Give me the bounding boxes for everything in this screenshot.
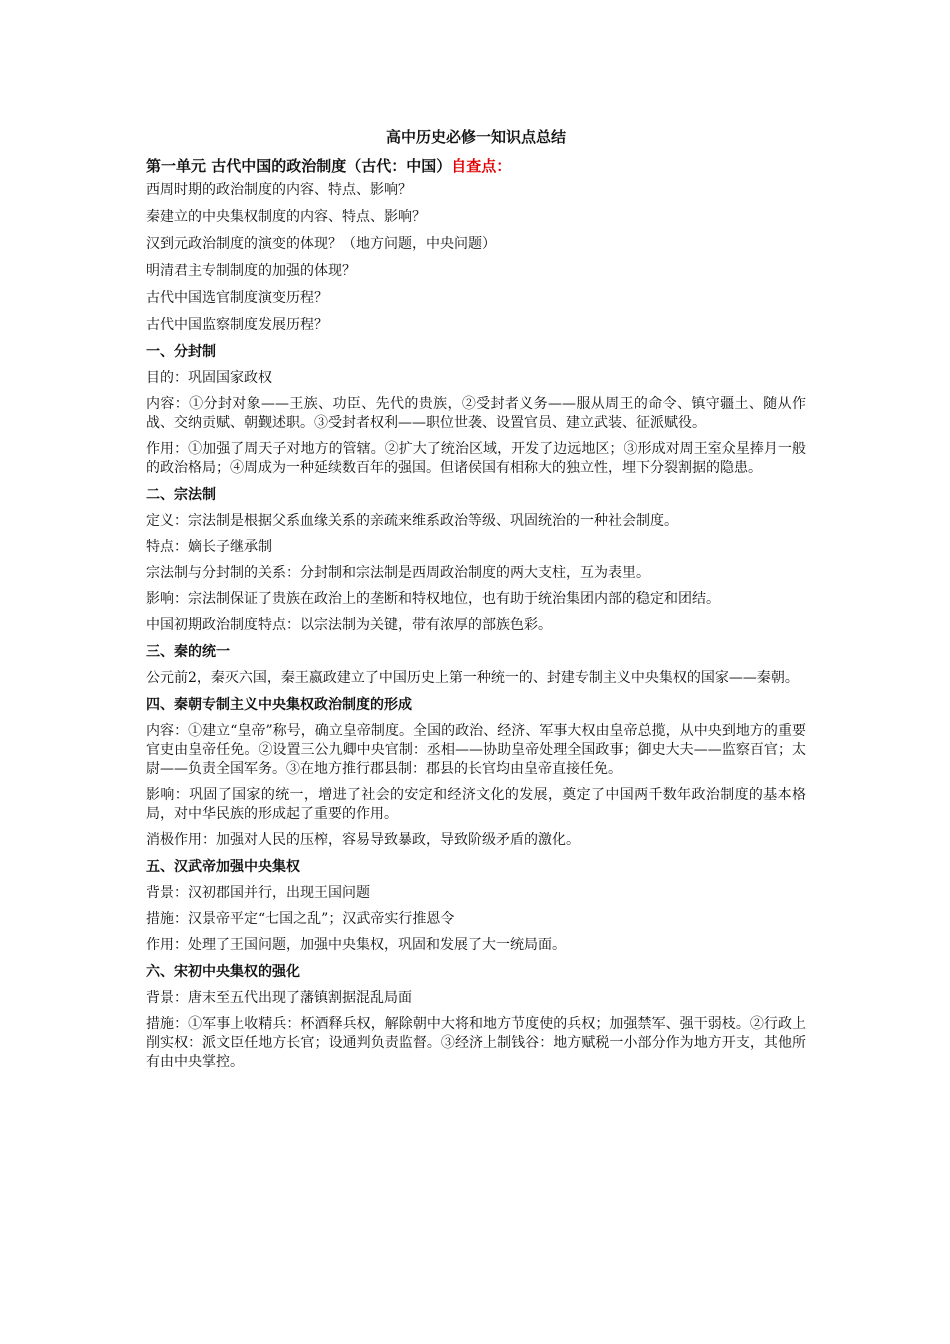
section-paragraph: 背景：汉初郡国并行，出现王国问题: [146, 885, 370, 901]
self-check-questions: [146, 180, 806, 335]
section-heading: 二、宗法制: [146, 487, 216, 503]
section-paragraph: 定义：宗法制是根据父系血缘关系的亲疏来维系政治等级、巩固统治的一种社会制度。: [146, 513, 678, 529]
section-paragraph: 目的：巩固国家政权: [146, 370, 272, 386]
question-item: 秦建立的中央集权制度的内容、特点、影响？: [146, 209, 426, 225]
section-heading: 四、秦朝专制主义中央集权政治制度的形成: [146, 697, 412, 713]
section-paragraph: 公元前2，秦灭六国，秦王嬴政建立了中国历史上第一种统一的、封建专制主义中央集权的国家——秦朝。: [146, 670, 799, 686]
section-han-wudi: [146, 857, 806, 955]
section-fenfeng: [146, 342, 806, 478]
section-paragraph: 中国初期政治制度特点：以宗法制为关键，带有浓厚的部族色彩。: [146, 617, 552, 633]
question-item: 汉到元政治制度的演变的体现？（地方问题，中央问题）: [146, 236, 496, 252]
document-title: 高中历史必修一知识点总结: [385, 128, 566, 146]
section-paragraph: 内容：①分封对象——王族、功臣、先代的贵族，②受封者义务——服从周王的命令、镇守疆土、随从作战、交纳贡赋、朝觐述职。③受封者权利——职位世袭、设置官员、建立武装、征派赋役。: [146, 396, 806, 431]
section-heading: 六、宋初中央集权的强化: [146, 964, 300, 980]
question-item: 西周时期的政治制度的内容、特点、影响？: [146, 182, 412, 198]
document-body: [146, 126, 806, 1079]
section-qin-centralization: [146, 695, 806, 850]
question-item: 古代中国选官制度演变历程？: [146, 290, 328, 306]
question-item: 古代中国监察制度发展历程？: [146, 317, 328, 333]
section-paragraph: 宗法制与分封制的关系：分封制和宗法制是西周政治制度的两大支柱，互为表里。: [146, 565, 650, 581]
section-zongfa: [146, 485, 806, 635]
section-qin-unification: [146, 642, 806, 688]
section-paragraph: 影响：巩固了国家的统一，增进了社会的安定和经济文化的发展，奠定了中国两千数年政治制度的基本格局，对中华民族的形成起了重要的作用。: [146, 787, 806, 822]
section-song: [146, 962, 806, 1072]
section-heading: 一、分封制: [146, 344, 216, 360]
self-check-label: 自查点：: [451, 157, 512, 175]
question-item: 明清君主专制制度的加强的体现？: [146, 263, 356, 279]
section-paragraph: 影响：宗法制保证了贵族在政治上的垄断和特权地位，也有助于统治集团内部的稳定和团结。: [146, 591, 720, 607]
section-heading: 三、秦的统一: [146, 644, 230, 660]
unit-heading: [146, 155, 806, 176]
section-paragraph: 措施：汉景帝平定“七国之乱”；汉武帝实行推恩令: [146, 911, 455, 927]
unit-heading-text: 第一单元 古代中国的政治制度（古代：中国）: [146, 157, 452, 175]
section-paragraph: 措施：①军事上收精兵：杯酒释兵权，解除朝中大将和地方节度使的兵权；加强禁军、强干弱枝。②行政上削实权：派文臣任地方长官；设通判负责监督。③经济上制钱谷：地方赋税一小部分作为地方开支，其他所有由中央掌控。: [146, 1016, 806, 1070]
section-paragraph: 作用：处理了王国问题，加强中央集权，巩固和发展了大一统局面。: [146, 937, 566, 953]
section-heading: 五、汉武帝加强中央集权: [146, 859, 300, 875]
section-paragraph: 背景：唐末至五代出现了藩镇割据混乱局面: [146, 990, 412, 1006]
section-paragraph: 特点：嫡长子继承制: [146, 539, 272, 555]
section-paragraph: 内容：①建立“皇帝”称号，确立皇帝制度。全国的政治、经济、军事大权由皇帝总揽，从中央到地方的重要官吏由皇帝任免。②设置三公九卿中央官制：丞相——协助皇帝处理全国政事；御史大夫——监察百官；太尉——负责全国军务。③在地方推行郡县制：郡县的长官均由皇帝直接任免。: [146, 723, 806, 777]
section-paragraph: 作用：①加强了周天子对地方的管辖。②扩大了统治区域，开发了边远地区；③形成对周王室众星捧月一般的政治格局；④周成为一种延续数百年的强国。但诸侯国有相称大的独立性，埋下分裂割据的隐患。: [146, 441, 806, 476]
section-paragraph: 消极作用：加强对人民的压榨，容易导致暴政，导致阶级矛盾的激化。: [146, 832, 580, 848]
